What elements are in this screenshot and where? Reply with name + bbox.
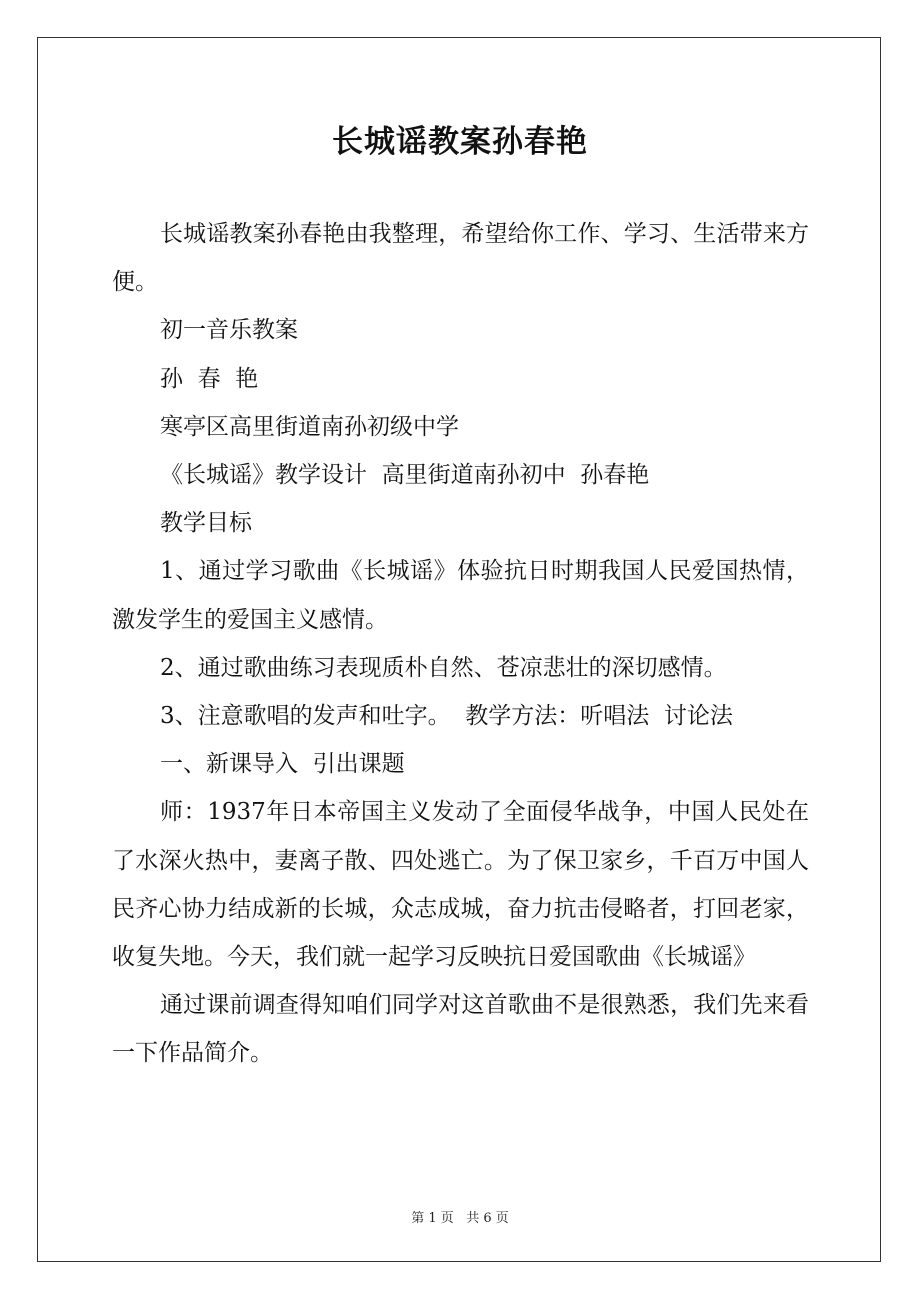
page-footer: 第 1 页 共 6 页	[411, 1211, 509, 1226]
paragraph-course: 初一音乐教案	[160, 317, 298, 344]
paragraph-objective-3: 3、注意歌唱的发声和吐字。 教学方法：听唱法 讨论法	[160, 703, 733, 730]
paragraph-objective-2: 2、通过歌曲练习表现质朴自然、苍凉悲壮的深切感情。	[160, 654, 727, 681]
paragraph-section-1-heading: 一、新课导入 引出课题	[160, 751, 405, 778]
paragraph-author: 孙 春 艳	[160, 365, 259, 392]
paragraph-intro: 长城谣教案孙春艳由我整理，希望给你工作、学习、生活带来方便。	[112, 221, 809, 296]
document-title: 长城谣教案孙春艳	[332, 124, 588, 160]
paragraph-school: 寒亭区高里街道南孙初级中学	[160, 413, 459, 440]
paragraph-survey: 通过课前调查得知咱们同学对这首歌曲不是很熟悉，我们先来看一下作品简介。	[112, 992, 809, 1067]
paragraph-objective-1: 1、通过学习歌曲《长城谣》体验抗日时期我国人民爱国热情，激发学生的爱国主义感情。	[112, 558, 809, 633]
paragraph-objectives-heading: 教学目标	[160, 510, 252, 537]
paragraph-design-title: 《长城谣》教学设计 高里街道南孙初中 孙春艳	[160, 462, 650, 489]
document-body	[112, 210, 809, 1078]
paragraph-teacher-intro: 师：1937年日本帝国主义发动了全面侵华战争，中国人民处在了水深火热中，妻离子散、四处逃亡。为了保卫家乡，千百万中国人民齐心协力结成新的长城，众志成城，奋力抗击侵略者，打回老家，收复失地。今天，我们就一起学习反映抗日爱国歌曲《长城谣》	[112, 799, 809, 971]
